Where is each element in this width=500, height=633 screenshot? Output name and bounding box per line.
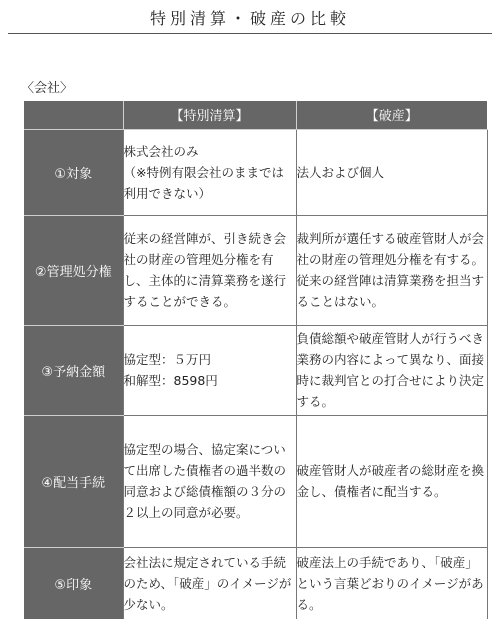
cell-text: 負債総額や破産管財人が行うべき業務の内容によって異なり、面接時に裁判官との打合せにより決定する。 (296, 331, 485, 409)
cell-text: 破産法上の手続であり、「破産」という言葉どおりのイメージがある。 (296, 554, 484, 612)
row-header: ⑤印象 (24, 547, 123, 619)
header-corner (24, 101, 123, 129)
special-liquidation-cell (123, 325, 296, 415)
cell-text: 従来の経営陣が、引き続き会社の財産の管理処分権を有し、主体的に清算業務を遂行することができる。 (123, 231, 287, 309)
cell-text: 会社法に規定されている手続のため、「破産」のイメージが少ない。 (123, 554, 292, 612)
row-header: ③予納金額 (24, 325, 123, 415)
row-header: ④配当手続 (24, 415, 123, 547)
cell-text: 法人および個人 (296, 164, 385, 180)
bankruptcy-cell (296, 415, 487, 547)
bankruptcy-cell (296, 215, 487, 325)
column-header-special-liquidation: 【特別清算】 (123, 101, 296, 129)
cell-text: 株式会社のみ （※特例有限会社のままでは利用できない） (123, 143, 284, 201)
page-title: 特別清算・破産の比較 (149, 9, 350, 28)
special-liquidation-cell (123, 415, 296, 547)
special-liquidation-cell (123, 547, 296, 619)
column-header-bankruptcy: 【破産】 (296, 101, 487, 129)
title-divider (8, 33, 492, 34)
special-liquidation-cell (123, 215, 296, 325)
cell-text: 裁判所が選任する破産管財人が会社の財産の管理処分権を有する。従来の経営陣は清算業務を担当することはない。 (296, 231, 485, 309)
bankruptcy-cell (296, 547, 487, 619)
cell-text: 協定型：５万円 和解型：8598円 (123, 352, 218, 388)
row-header: ①対象 (24, 129, 123, 215)
cell-text: 破産管財人が破産者の総財産を換金し、債権者に配当する。 (296, 463, 485, 499)
row-header: ②管理処分権 (24, 215, 123, 325)
bankruptcy-cell (296, 129, 487, 215)
table-row (24, 547, 487, 619)
comparison-table (24, 101, 488, 619)
special-liquidation-cell (123, 129, 296, 215)
section-label: 〈会社〉 (21, 81, 74, 96)
table-row (24, 325, 487, 415)
table-row (24, 415, 487, 547)
bankruptcy-cell (296, 325, 487, 415)
table-row (24, 215, 487, 325)
table-row (24, 129, 487, 215)
table-header-row (24, 101, 487, 129)
cell-text: 協定型の場合、協定案について出席した債権者の過半数の同意および総債権額の３分の２以上の同意が必要。 (123, 442, 287, 520)
